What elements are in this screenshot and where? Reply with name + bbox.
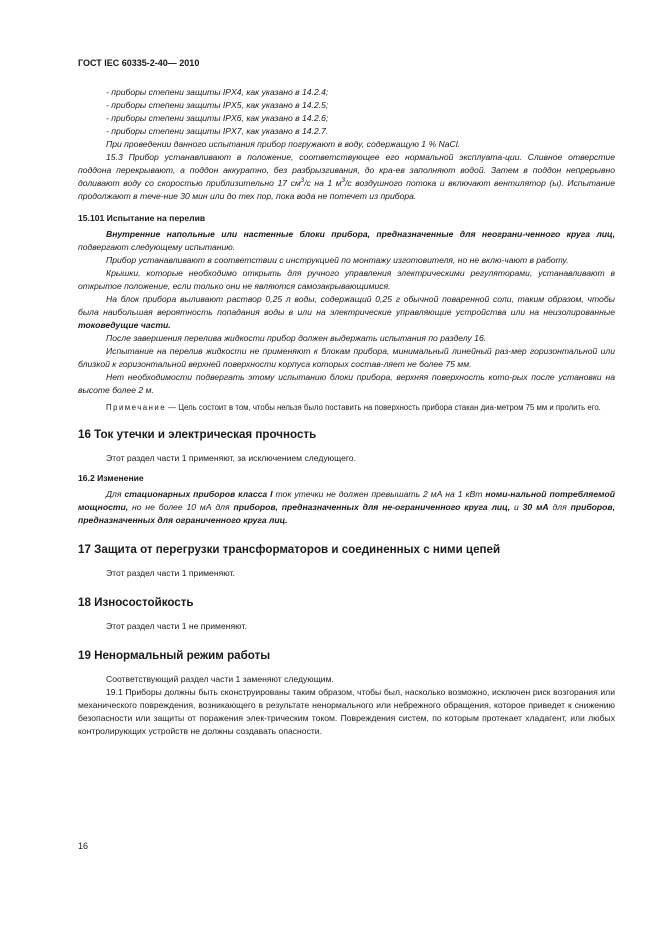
section-title-16: 16 Ток утечки и электрическая прочность xyxy=(78,428,317,441)
paragraph: Нет необходимости подвергать этому испытанию блоки прибора, верхняя поверхность кото-рых после установки на высоте более 2 м. xyxy=(78,372,615,395)
paragraph-16-2: Для стационарных приборов класса I ток утечки не должен превышать 2 мА на 1 кВт номи-нальной потребляемой мощности, но не более 10 мА для приборов, предназначенных для не-ограниченного круга лиц, и 30 мА для приборов, предназначенных для ограниченного круга лиц. xyxy=(78,489,615,525)
list-item: - приборы степени защиты IPX7, как указано в 14.2.7. xyxy=(106,126,329,136)
note-label: Примечание xyxy=(106,403,167,412)
document-header: ГОСТ IEC 60335-2-40— 2010 xyxy=(78,58,200,68)
section-title-19: 19 Ненормальный режим работы xyxy=(78,649,271,662)
paragraph: Испытание на перелив жидкости не применяют к блокам прибора, минимальный линейный раз-мер горизонтальной или близкой к горизонтальной верхней поверхности корпуса которых состав-ляет не более 75 мм. xyxy=(78,346,615,369)
section-title-17: 17 Защита от перегрузки трансформаторов и соединенных с ними цепей xyxy=(78,543,501,556)
subsection-title-16-2: 16.2 Изменение xyxy=(78,473,144,483)
note: Примечание — Цель состоит в том, чтобы нельзя было поставить на поверхность прибора стакан диа-метром 75 мм и пролить его. xyxy=(106,403,601,412)
paragraph: Крышки, которые необходимо открыть для ручного управления электрическими регуляторами, устанавливают в открытое положение, если только они не являются самозакрывающимися. xyxy=(78,268,615,291)
paragraph: На блок прибора выливают раствор 0,25 л воды, содержащий 0,25 г обычной поваренной соли, таким образом, чтобы была наибольшая вероятность попадания воды в или на электрические управляющие устройства или на неизолированные токоведущие части. xyxy=(78,294,615,330)
list-item: - приборы степени защиты IPX4, как указано в 14.2.4; xyxy=(106,87,329,97)
paragraph: Соответствующий раздел части 1 заменяют следующим. xyxy=(106,674,334,684)
paragraph: Этот раздел части 1 не применяют. xyxy=(106,621,247,631)
paragraph: Прибор устанавливают в соответствии с инструкцией по монтажу изготовителя, но не вклю-чают в работу. xyxy=(106,255,569,265)
section-title-18: 18 Износостойкость xyxy=(78,596,194,609)
nacl-note: При проведении данного испытания прибор погружают в воду, содержащую 1 % NaCl. xyxy=(106,139,460,149)
paragraph-15-3: 15.3 Прибор устанавливают в положение, соответствующее его нормальной эксплуата-ции. Сливное отверстие поддона перекрывают, а поддон аккуратно, без разбрызгивания, до кра-ев заполняют водой. Затем в поддон непрерывно доливают воду со скоростью приблизительно 17 $см^3/с$ на 1 $м^3/с$ воздушного потока и включают вентилятор (ы). Испытание продолжают в тече-ние 30 мин или до тех пор, пока вода не потечет из прибора. xyxy=(78,152,615,201)
document-page xyxy=(78,58,615,738)
paragraph: Этот раздел части 1 применяют, за исключением следующего. xyxy=(106,453,356,463)
paragraph: Внутренние напольные или настенные блоки прибора, предназначенные для неограни-ченного круга лиц, подвергают следующему испытанию. xyxy=(78,229,615,252)
paragraph-19-1: 19.1 Приборы должны быть сконструированы таким образом, чтобы был, насколько возможно, исключен риск возгорания или механического повреждения, возникающего в результате ненормального или небрежного обращения, которое приведет к снижению безопасности или защиты от поражения элек-трическим током. Повреждения систем, по которым протекает хладагент, или любых контролирующих устройств не должны создавать опасности. xyxy=(78,687,615,736)
subsection-title-15-101: 15.101 Испытание на перелив xyxy=(78,213,206,223)
list-item: - приборы степени защиты IPX6, как указано в 14.2.6; xyxy=(106,113,329,123)
paragraph: После завершения перелива жидкости прибор должен выдержать испытания по разделу 16. xyxy=(106,333,487,343)
paragraph: Этот раздел части 1 применяют. xyxy=(106,568,235,578)
page-number: 16 xyxy=(78,841,89,851)
list-item: - приборы степени защиты IPX5, как указано в 14.2.5; xyxy=(106,100,329,110)
